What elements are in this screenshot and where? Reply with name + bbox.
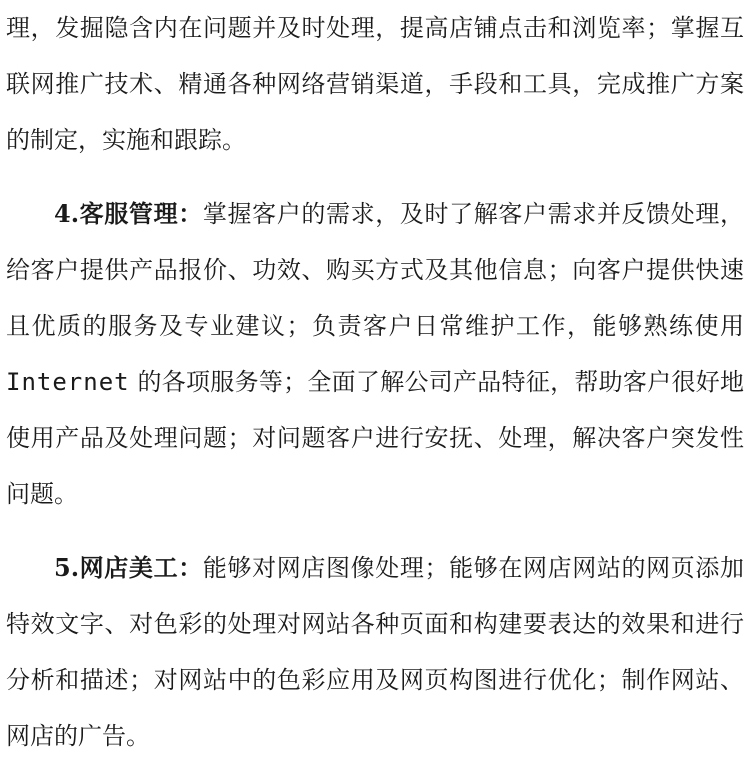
text-line — [6, 540, 744, 596]
text-line: 给客户提供产品报价、功效、购买方式及其他信息；向客户提供快速 — [6, 256, 744, 284]
section-heading-customer-service: 4.客服管理： — [54, 199, 203, 228]
text-line: 网店的广告。 — [6, 722, 150, 750]
text-line: 且优质的服务及专业建议；负责客户日常维护工作，能够熟练使用 — [6, 312, 744, 340]
paragraph-promotion-tail — [6, 0, 744, 168]
text-line: 问题。 — [6, 480, 78, 508]
paragraph-gap — [6, 168, 744, 186]
document-page — [6, 0, 744, 764]
paragraph-store-design — [6, 540, 744, 764]
latin-term: Internet — [6, 368, 130, 396]
text-line: 理，发掘隐含内在问题并及时处理，提高店铺点击和浏览率；掌握互 — [6, 14, 744, 42]
paragraph-customer-service — [6, 186, 744, 522]
text-span: 掌握客户的需求，及时了解客户需求并反馈处理， — [202, 200, 745, 228]
paragraph-gap — [6, 522, 744, 540]
text-line — [6, 186, 744, 242]
section-heading-store-design: 5.网店美工： — [54, 553, 203, 582]
text-span: 的各项服务等；全面了解公司产品特征，帮助客户很好地 — [129, 368, 744, 396]
text-line: 联网推广技术、精通各种网络营销渠道，手段和工具，完成推广方案 — [6, 70, 744, 98]
text-line — [6, 354, 744, 410]
text-span: 能够对网店图像处理；能够在网店网站的网页添加 — [202, 554, 745, 582]
text-line: 使用产品及处理问题；对问题客户进行安抚、处理，解决客户突发性 — [6, 424, 744, 452]
text-line: 特效文字、对色彩的处理对网站各种页面和构建要表达的效果和进行 — [6, 610, 744, 638]
text-line: 分析和描述；对网站中的色彩应用及网页构图进行优化；制作网站、 — [6, 666, 744, 694]
text-line: 的制定，实施和跟踪。 — [6, 126, 246, 154]
